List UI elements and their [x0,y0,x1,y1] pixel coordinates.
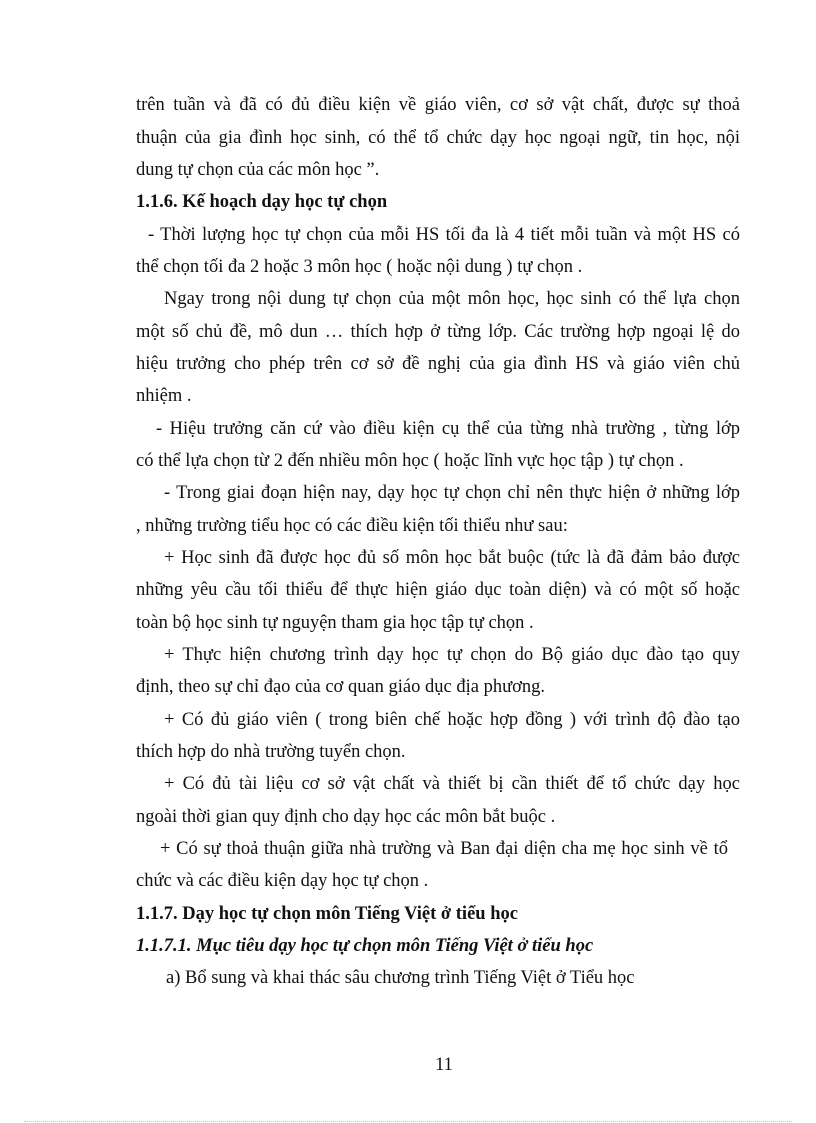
text-line: + Học sinh đã được học đủ số môn học bắt buộc (tức là đã đảm bảo được [164,548,740,568]
text-line: + Có đủ tài liệu cơ sở vật chất và thiết bị cần thiết để tổ chức dạy học [164,774,740,794]
text-line: dung tự chọn của các môn học ”. [136,160,380,180]
text-line: có thể lựa chọn từ 2 đến nhiều môn học ( hoặc lĩnh vực học tập ) tự chọn . [136,451,684,471]
text-line: chức và các điều kiện dạy học tự chọn . [136,871,429,891]
text-line: - Hiệu trưởng căn cứ vào điều kiện cụ thể của từng nhà trường , từng lớp [156,419,740,439]
text-line: a) Bổ sung và khai thác sâu chương trình Tiếng Việt ở Tiểu học [166,968,635,988]
text-line: một số chủ đề, mô dun … thích hợp ở từng lớp. Các trường hợp ngoại lệ do [136,322,740,342]
text-line: + Thực hiện chương trình dạy học tự chọn do Bộ giáo dục đào tạo quy [164,645,740,665]
text-line: hiệu trưởng cho phép trên cơ sở đề nghị của gia đình HS và giáo viên chủ [136,354,740,374]
section-heading: 1.1.6. Kế hoạch dạy học tự chọn [136,192,388,212]
section-heading: 1.1.7. Dạy học tự chọn môn Tiếng Việt ở tiểu học [136,904,518,924]
footer-divider [24,1121,792,1122]
text-line: - Trong giai đoạn hiện nay, dạy học tự chọn chỉ nên thực hiện ở những lớp [164,483,740,503]
text-line: + Có sự thoả thuận giữa nhà trường và Ban đại diện cha mẹ học sinh về tổ [160,839,728,859]
text-line: , những trường tiểu học có các điều kiện tối thiểu như sau: [136,516,568,536]
text-line: thuận của gia đình học sinh, có thể tổ chức dạy học ngoại ngữ, tin học, nội [136,128,740,148]
text-line: toàn bộ học sinh tự nguyện tham gia học tập tự chọn . [136,613,534,633]
text-line: ngoài thời gian quy định cho dạy học các môn bắt buộc . [136,807,556,827]
subsection-heading: 1.1.7.1. Mục tiêu dạy học tự chọn môn Tiếng Việt ở tiểu học [136,936,594,956]
text-line: - Thời lượng học tự chọn của mỗi HS tối đa là 4 tiết mỗi tuần và một HS có [148,225,740,245]
page-number: 11 [435,1055,453,1075]
text-line: nhiệm . [136,386,192,406]
text-line: + Có đủ giáo viên ( trong biên chế hoặc hợp đồng ) với trình độ đào tạo [164,710,740,730]
text-line: trên tuần và đã có đủ điều kiện về giáo viên, cơ sở vật chất, được sự thoả [136,95,740,115]
text-line: Ngay trong nội dung tự chọn của một môn học, học sinh có thể lựa chọn [164,289,740,309]
text-line: thể chọn tối đa 2 hoặc 3 môn học ( hoặc nội dung ) tự chọn . [136,257,583,277]
text-line: thích hợp do nhà trường tuyển chọn. [136,742,406,762]
text-line: những yêu cầu tối thiểu để thực hiện giáo dục toàn diện) và có một số hoặc [136,580,740,600]
text-line: định, theo sự chỉ đạo của cơ quan giáo dục địa phương. [136,677,546,697]
